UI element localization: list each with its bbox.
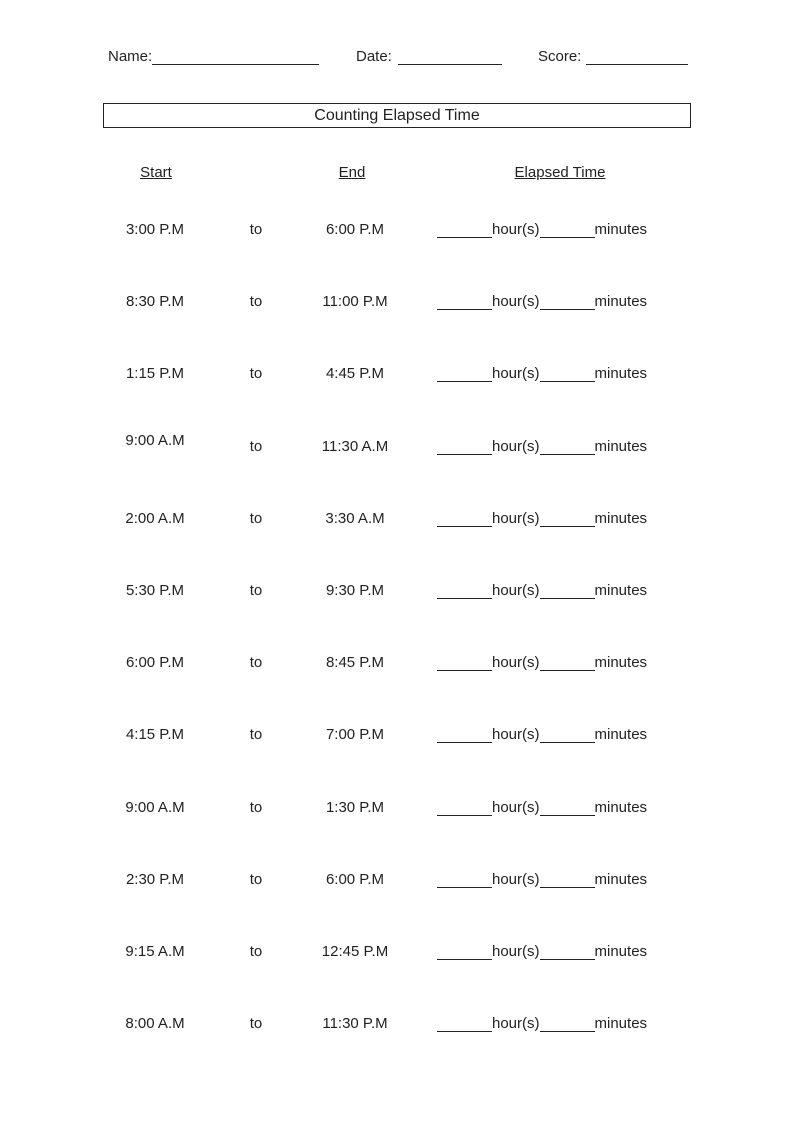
start-time: 3:00 P.M	[125, 221, 185, 238]
start-time: 1:15 P.M	[125, 365, 185, 382]
end-time: 4:45 P.M	[325, 365, 385, 382]
minutes-blank[interactable]	[540, 873, 595, 888]
hours-label: hour(s)	[492, 582, 540, 599]
name-field	[108, 48, 319, 65]
to-connector: to	[249, 654, 263, 671]
hours-blank[interactable]	[437, 295, 492, 310]
hours-label: hour(s)	[492, 871, 540, 888]
minutes-label: minutes	[594, 871, 648, 888]
date-blank[interactable]	[398, 50, 502, 65]
start-time: 2:30 P.M	[125, 871, 185, 888]
to-connector: to	[249, 871, 263, 888]
minutes-label: minutes	[594, 221, 648, 238]
minutes-label: minutes	[594, 799, 648, 816]
end-time: 6:00 P.M	[325, 871, 385, 888]
to-connector: to	[249, 438, 263, 455]
hours-blank[interactable]	[437, 584, 492, 599]
minutes-blank[interactable]	[540, 801, 595, 816]
minutes-label: minutes	[594, 726, 648, 743]
start-time: 9:15 A.M	[125, 943, 185, 960]
start-time: 8:00 A.M	[125, 1015, 185, 1032]
minutes-blank[interactable]	[540, 656, 595, 671]
minutes-blank[interactable]	[540, 1017, 595, 1032]
hours-label: hour(s)	[492, 365, 540, 382]
to-connector: to	[249, 943, 263, 960]
start-time: 4:15 P.M	[125, 726, 185, 743]
worksheet-title: Counting Elapsed Time	[103, 103, 691, 128]
hours-label: hour(s)	[492, 293, 540, 310]
minutes-blank[interactable]	[540, 945, 595, 960]
elapsed-answer	[437, 221, 647, 238]
time-row	[0, 1015, 794, 1045]
end-time: 11:30 P.M	[322, 1015, 388, 1032]
to-connector: to	[249, 1015, 263, 1032]
time-row	[0, 510, 794, 540]
minutes-blank[interactable]	[540, 440, 595, 455]
elapsed-answer	[437, 871, 647, 888]
hours-label: hour(s)	[492, 221, 540, 238]
end-time: 8:45 P.M	[325, 654, 385, 671]
elapsed-answer	[437, 582, 647, 599]
score-blank[interactable]	[586, 50, 688, 65]
to-connector: to	[249, 510, 263, 527]
elapsed-answer	[437, 654, 647, 671]
hours-label: hour(s)	[492, 654, 540, 671]
minutes-label: minutes	[594, 582, 648, 599]
name-blank[interactable]	[152, 50, 319, 65]
to-connector: to	[249, 726, 263, 743]
minutes-label: minutes	[594, 293, 648, 310]
column-header-end: End	[338, 164, 366, 181]
elapsed-answer	[437, 1015, 647, 1032]
hours-blank[interactable]	[437, 512, 492, 527]
minutes-blank[interactable]	[540, 295, 595, 310]
column-header-elapsed: Elapsed Time	[514, 164, 606, 181]
elapsed-answer	[437, 510, 647, 527]
end-time: 3:30 A.M	[325, 510, 385, 527]
minutes-label: minutes	[594, 510, 648, 527]
minutes-label: minutes	[594, 438, 648, 455]
minutes-blank[interactable]	[540, 584, 595, 599]
minutes-label: minutes	[594, 654, 648, 671]
column-header-start: Start	[140, 164, 172, 181]
name-label: Name:	[108, 48, 153, 65]
elapsed-answer	[437, 726, 647, 743]
date-label: Date:	[356, 48, 392, 65]
elapsed-answer	[437, 293, 647, 310]
hours-label: hour(s)	[492, 943, 540, 960]
time-row	[0, 726, 794, 756]
elapsed-answer	[437, 799, 647, 816]
end-time: 1:30 P.M	[325, 799, 385, 816]
end-time: 12:45 P.M	[321, 943, 389, 960]
time-row	[0, 799, 794, 829]
elapsed-answer	[437, 943, 647, 960]
time-row	[0, 582, 794, 612]
minutes-label: minutes	[594, 365, 648, 382]
hours-blank[interactable]	[437, 367, 492, 382]
minutes-label: minutes	[594, 1015, 648, 1032]
minutes-blank[interactable]	[540, 512, 595, 527]
end-time: 7:00 P.M	[325, 726, 385, 743]
hours-label: hour(s)	[492, 438, 540, 455]
elapsed-answer	[437, 365, 647, 382]
elapsed-answer	[437, 438, 647, 455]
hours-blank[interactable]	[437, 945, 492, 960]
end-time: 11:00 P.M	[322, 293, 388, 310]
start-time: 8:30 P.M	[125, 293, 185, 310]
date-field	[356, 48, 502, 65]
end-time: 6:00 P.M	[325, 221, 385, 238]
hours-label: hour(s)	[492, 799, 540, 816]
hours-blank[interactable]	[437, 801, 492, 816]
time-row	[0, 221, 794, 251]
hours-label: hour(s)	[492, 510, 540, 527]
start-time: 5:30 P.M	[125, 582, 185, 599]
minutes-blank[interactable]	[540, 367, 595, 382]
end-time: 9:30 P.M	[325, 582, 385, 599]
hours-blank[interactable]	[437, 1017, 492, 1032]
start-time: 9:00 A.M	[125, 799, 185, 816]
hours-blank[interactable]	[437, 656, 492, 671]
minutes-blank[interactable]	[540, 223, 595, 238]
start-time: 6:00 P.M	[125, 654, 185, 671]
hours-blank[interactable]	[437, 223, 492, 238]
score-label: Score:	[538, 48, 582, 65]
end-time: 11:30 A.M	[321, 438, 389, 455]
minutes-blank[interactable]	[540, 728, 595, 743]
time-row	[0, 432, 794, 468]
to-connector: to	[249, 365, 263, 382]
to-connector: to	[249, 799, 263, 816]
minutes-label: minutes	[594, 943, 648, 960]
hours-label: hour(s)	[492, 726, 540, 743]
to-connector: to	[249, 221, 263, 238]
hours-blank[interactable]	[437, 728, 492, 743]
start-time: 9:00 A.M	[125, 432, 185, 449]
time-row	[0, 943, 794, 973]
hours-blank[interactable]	[437, 873, 492, 888]
time-row	[0, 365, 794, 395]
time-row	[0, 654, 794, 684]
time-row	[0, 871, 794, 901]
score-field	[538, 48, 688, 65]
start-time: 2:00 A.M	[125, 510, 185, 527]
to-connector: to	[249, 582, 263, 599]
hours-blank[interactable]	[437, 440, 492, 455]
time-row	[0, 293, 794, 323]
hours-label: hour(s)	[492, 1015, 540, 1032]
to-connector: to	[249, 293, 263, 310]
